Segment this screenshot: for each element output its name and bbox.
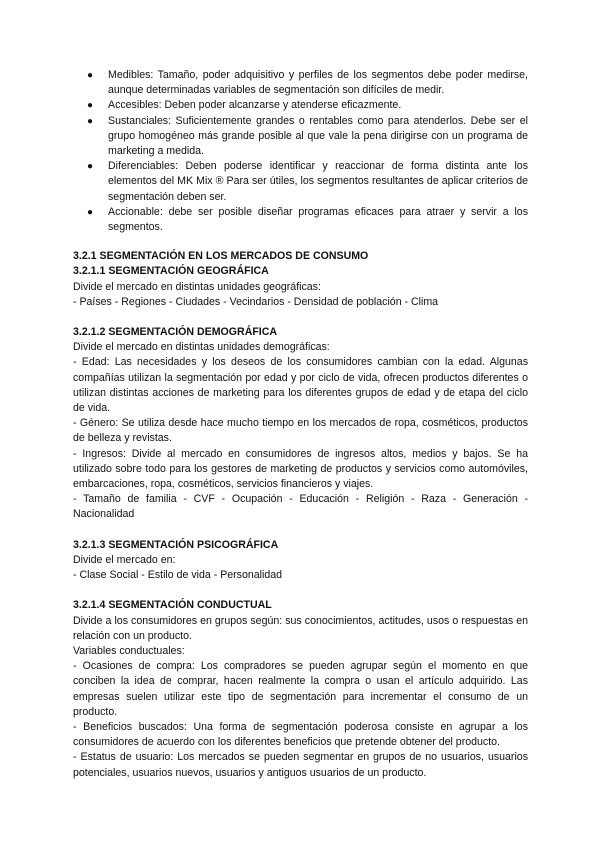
bullet-text: Accesibles: Deben poder alcanzarse y atenderse eficazmente.	[108, 99, 402, 112]
paragraph: Divide el mercado en distintas unidades geográficas:	[73, 280, 321, 293]
bullet-text: Diferenciables: Deben poderse identificar y reaccionar de forma distinta ante los elementos del MK Mix ® Para ser útiles, los segmentos resultantes de aplicar criterios de segmentación deben ser.	[108, 160, 528, 203]
bullet-icon: ●	[87, 206, 94, 218]
paragraph: - Clase Social - Estilo de vida - Personalidad	[73, 569, 283, 582]
paragraph: Divide el mercado en distintas unidades demográficas:	[73, 341, 330, 354]
bullet-icon: ●	[87, 100, 94, 112]
paragraph: - Género: Se utiliza desde hace mucho tiempo en los mercados de ropa, cosméticos, productos de belleza y revistas.	[73, 417, 528, 445]
document-page	[73, 68, 528, 781]
bullet-icon: ●	[87, 115, 94, 127]
section-heading-geografica: 3.2.1.1 SEGMENTACIÓN GEOGRÁFICA	[73, 265, 269, 278]
paragraph: Variables conductuales:	[73, 644, 185, 657]
bullet-item	[73, 205, 528, 235]
paragraph: - Ocasiones de compra: Los compradores se pueden agrupar según el momento en que conciben la idea de comprar, hacen realmente la compra o usan el artículo adquirido. Las empresas suelen utilizar este tipo de segmentación para incrementar el consumo de un producto.	[73, 660, 528, 718]
section-heading-consumo: 3.2.1 SEGMENTACIÓN EN LOS MERCADOS DE CONSUMO	[73, 250, 369, 263]
section-heading-conductual: 3.2.1.4 SEGMENTACIÓN CONDUCTUAL	[73, 599, 272, 612]
paragraph: - Países - Regiones - Ciudades - Vecindarios - Densidad de población - Clima	[73, 295, 439, 308]
paragraph: - Ingresos: Divide al mercado en consumidores de ingresos altos, medios y bajos. Se ha utilizado sobre todo para los gestores de marketing de productos y servicios como automóviles, embarcaciones, ropa, cosméticos, servicios financieros y viajes.	[73, 447, 528, 491]
paragraph: - Beneficios buscados: Una forma de segmentación poderosa consiste en agrupar a los consumidores de acuerdo con los diferentes beneficios que pretende obtener del producto.	[73, 720, 528, 749]
bullet-text: Medibles: Tamaño, poder adquisitivo y perfiles de los segmentos debe poder medirse, aunque determinadas variables de segmentación son difíciles de medir.	[108, 69, 528, 97]
bullet-item	[73, 98, 528, 113]
bullet-icon: ●	[87, 161, 94, 173]
bullet-text: Sustanciales: Suficientemente grandes o rentables como para atenderlos. Debe ser el grupo homogéneo más grande posible al que vale la pena dirigirse con un programa de marketing a medida.	[108, 114, 528, 158]
paragraph: - Edad: Las necesidades y los deseos de los consumidores cambian con la edad. Algunas compañías utilizan la segmentación por edad y por ciclo de vida, ofrecen productos diferentes o utilizan distintas acciones de marketing para los diferentes grupos de edad y de etapa del ciclo de vida.	[73, 356, 528, 415]
paragraph: - Tamaño de familia - CVF - Ocupación - Educación - Religión - Raza - Generación - Nacionalidad	[73, 493, 528, 521]
paragraph: Divide el mercado en:	[73, 553, 176, 566]
bullet-icon: ●	[87, 70, 94, 81]
bullet-text: Accionable: debe ser posible diseñar programas eficaces para atraer y servir a los segmentos.	[108, 205, 528, 234]
bullet-item	[73, 114, 528, 160]
paragraph: Divide a los consumidores en grupos según: sus conocimientos, actitudes, usos o respuestas en relación con un producto.	[73, 614, 528, 642]
section-heading-demografica: 3.2.1.2 SEGMENTACIÓN DEMOGRÁFICA	[73, 326, 278, 339]
paragraph: - Estatus de usuario: Los mercados se pueden segmentar en grupos de no usuarios, usuarios potenciales, usuarios nuevos, usuarios y antiguos usuarios de un producto.	[73, 751, 528, 779]
bullet-item	[73, 68, 528, 98]
bullet-item	[73, 159, 528, 205]
criteria-bullet-list	[73, 68, 528, 235]
section-heading-psicografica: 3.2.1.3 SEGMENTACIÓN PSICOGRÁFICA	[73, 538, 279, 551]
